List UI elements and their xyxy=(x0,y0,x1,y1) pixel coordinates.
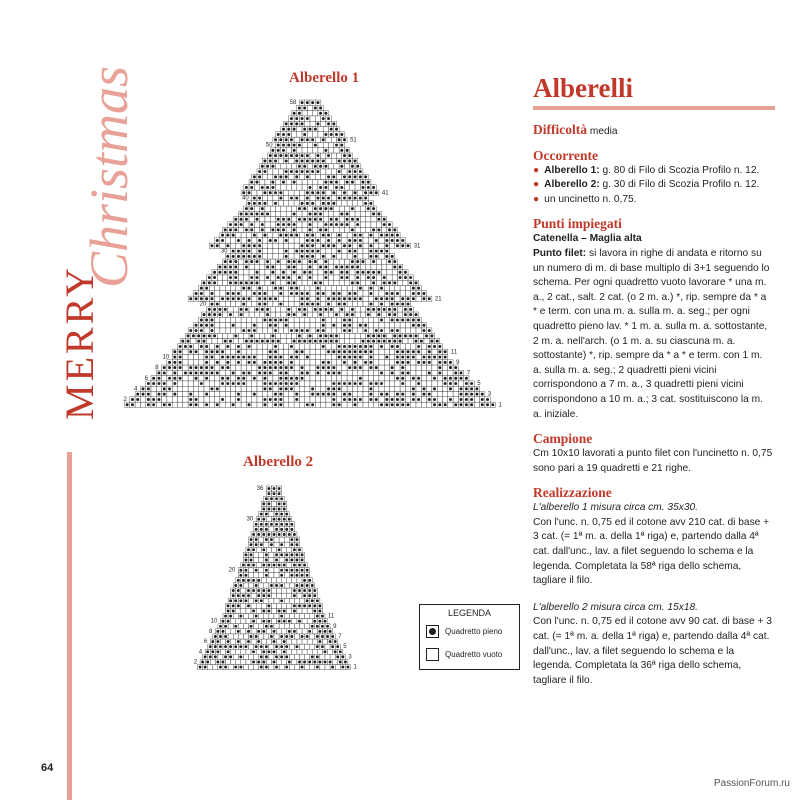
row-label: 30 xyxy=(220,248,228,255)
merry-vertical-title: MERRY xyxy=(57,264,102,420)
title-rule xyxy=(533,106,775,110)
row-label: 1 xyxy=(498,402,502,409)
campione-text: Cm 10x10 lavorati a punto filet con l'uncinetto n. 0,75 sono pari a 19 quadretti e 21 righe. xyxy=(533,448,773,474)
alberello2-size: L'alberello 2 misura circa cm. 15x18. xyxy=(533,601,699,613)
punti-heading: Punti impiegati xyxy=(533,216,622,232)
filled-square-icon xyxy=(426,625,439,638)
row-label: 3 xyxy=(487,391,492,398)
difficulty-line xyxy=(533,122,773,140)
punti-subheading: Catenella – Maglia alta xyxy=(533,233,642,245)
item-label: Alberello 1: xyxy=(544,164,600,176)
filet-grid xyxy=(198,486,351,670)
bullet-icon: ● xyxy=(533,179,540,191)
tree1-title: Alberello 1 xyxy=(289,70,360,86)
row-label: 58 xyxy=(289,100,297,107)
row-label: 20 xyxy=(199,301,207,308)
watermark: PassionForum.ru xyxy=(713,778,790,789)
row-label: 3 xyxy=(348,654,352,661)
item-label: Alberello 2: xyxy=(544,179,600,191)
difficulty-heading: Difficoltà xyxy=(533,122,587,137)
row-label: 6 xyxy=(203,639,208,646)
row-label: 36 xyxy=(256,486,264,493)
alberello1-instructions: Con l'unc. n. 0,75 ed il cotone avv 210 cat. di base + 3 cat. (= 1ª m. a. della 1ª riga) e, partendo dalla 4ª cat. dall'unc., lav. a filet seguendo lo schema e la legenda. Completata la 58ª riga dello schema, tagliare il filo. xyxy=(533,516,770,587)
sidebar-accent-bar xyxy=(67,452,72,800)
legend-full-label: Quadretto pieno xyxy=(445,627,503,636)
filet-grid xyxy=(125,100,496,407)
item-text: un uncinetto n. 0,75. xyxy=(544,193,637,205)
item-text: g. 30 di Filo di Scozia Profilo n. 12. xyxy=(602,179,760,191)
difficulty-value: media xyxy=(589,126,618,137)
instructions-column xyxy=(533,72,773,688)
row-label: 10 xyxy=(210,618,218,625)
bullet-icon: ● xyxy=(533,164,540,176)
row-label: 5 xyxy=(343,644,347,651)
list-item xyxy=(533,193,773,208)
legend-box xyxy=(419,604,520,670)
row-label: 6 xyxy=(144,375,148,382)
row-label: 7 xyxy=(466,370,471,377)
row-label: 2 xyxy=(123,397,127,404)
occorrente-heading: Occorrente xyxy=(533,147,598,163)
row-label: 9 xyxy=(333,623,337,630)
article-title: Alberelli xyxy=(533,73,633,103)
row-label: 51 xyxy=(350,137,357,144)
row-label: 5 xyxy=(477,381,481,388)
punto-filet-paragraph xyxy=(533,247,773,422)
legend-empty-row xyxy=(426,648,502,661)
row-label: 10 xyxy=(162,354,170,361)
row-label: 30 xyxy=(246,516,254,523)
empty-square-icon xyxy=(426,648,439,661)
page-number: 64 xyxy=(41,762,54,774)
row-label: 1 xyxy=(353,664,357,671)
list-item xyxy=(533,178,773,193)
legend-title: LEGENDA xyxy=(447,608,491,618)
campione-heading: Campione xyxy=(533,431,593,447)
row-label: 50 xyxy=(265,142,273,149)
row-label: 4 xyxy=(198,649,203,656)
row-label: 41 xyxy=(381,190,389,197)
row-label: 40 xyxy=(242,195,249,202)
row-label: 11 xyxy=(328,613,335,620)
row-label: 2 xyxy=(193,659,198,666)
bullet-icon: ● xyxy=(533,193,540,205)
punto-filet-text: si lavora in righe di andata e ritorno su un numero di m. di base multiplo di 3+1 seguendo lo schema. Per ogni quadretto vuoto lavorare * una m. a., 2 cat., salt. 2 cat. (o 2 m. a.) *, rip. sempre da * a * e term. con una m. a. sulla m. a. seg.; per ogni quadretto pieno lav. * 1 m. a. sulla m. a. sottostante, 2 m. a. nell'arch. (o 1 m. a. su ciascuna m. a. sottostante) *, rip. sempre da * a * e term. con 1 m. a. sulla m. a. seg.; 2 quadretti pieni vicini corrispondono a 7 m. a., 3 quadretti pieni vicini corrispondono a 10 m. a.; 3 cat. sostituiscono la m. a. iniziale. xyxy=(533,247,770,420)
row-label: 31 xyxy=(413,243,421,250)
christmas-script-title: Christmas xyxy=(79,65,139,288)
legend-full-row xyxy=(426,625,502,638)
alberello2-instructions: Con l'unc. n. 0,75 ed il cotone avv 90 cat. di base + 3 cat. (= 1ª m. a. della 1ª riga) e, partendo dalla 4ª cat. dall'unc., lav. a filet seguendo lo schema e la legenda. Completata la 36ª riga dello schema, tagliare il filo. xyxy=(533,616,772,686)
row-label: 21 xyxy=(434,296,442,303)
list-item xyxy=(533,164,773,179)
row-label: 8 xyxy=(209,628,213,635)
row-label: 7 xyxy=(338,633,342,640)
tree2-filet-chart xyxy=(180,480,370,680)
alberello1-size: L'alberello 1 misura circa cm. 35x30. xyxy=(533,502,699,514)
row-label: 9 xyxy=(456,359,460,366)
row-label: 20 xyxy=(228,567,236,574)
row-label: 11 xyxy=(450,349,458,356)
legend-empty-label: Quadretto vuoto xyxy=(445,650,503,659)
punto-filet-label: Punto filet: xyxy=(533,247,587,259)
row-label: 8 xyxy=(155,365,159,372)
tree1-filet-chart xyxy=(112,98,507,413)
realizzazione-heading: Realizzazione xyxy=(533,485,612,501)
item-text: g. 80 di Filo di Scozia Profilo n. 12. xyxy=(602,164,760,176)
row-label: 4 xyxy=(134,386,138,393)
tree2-title: Alberello 2 xyxy=(243,454,314,470)
